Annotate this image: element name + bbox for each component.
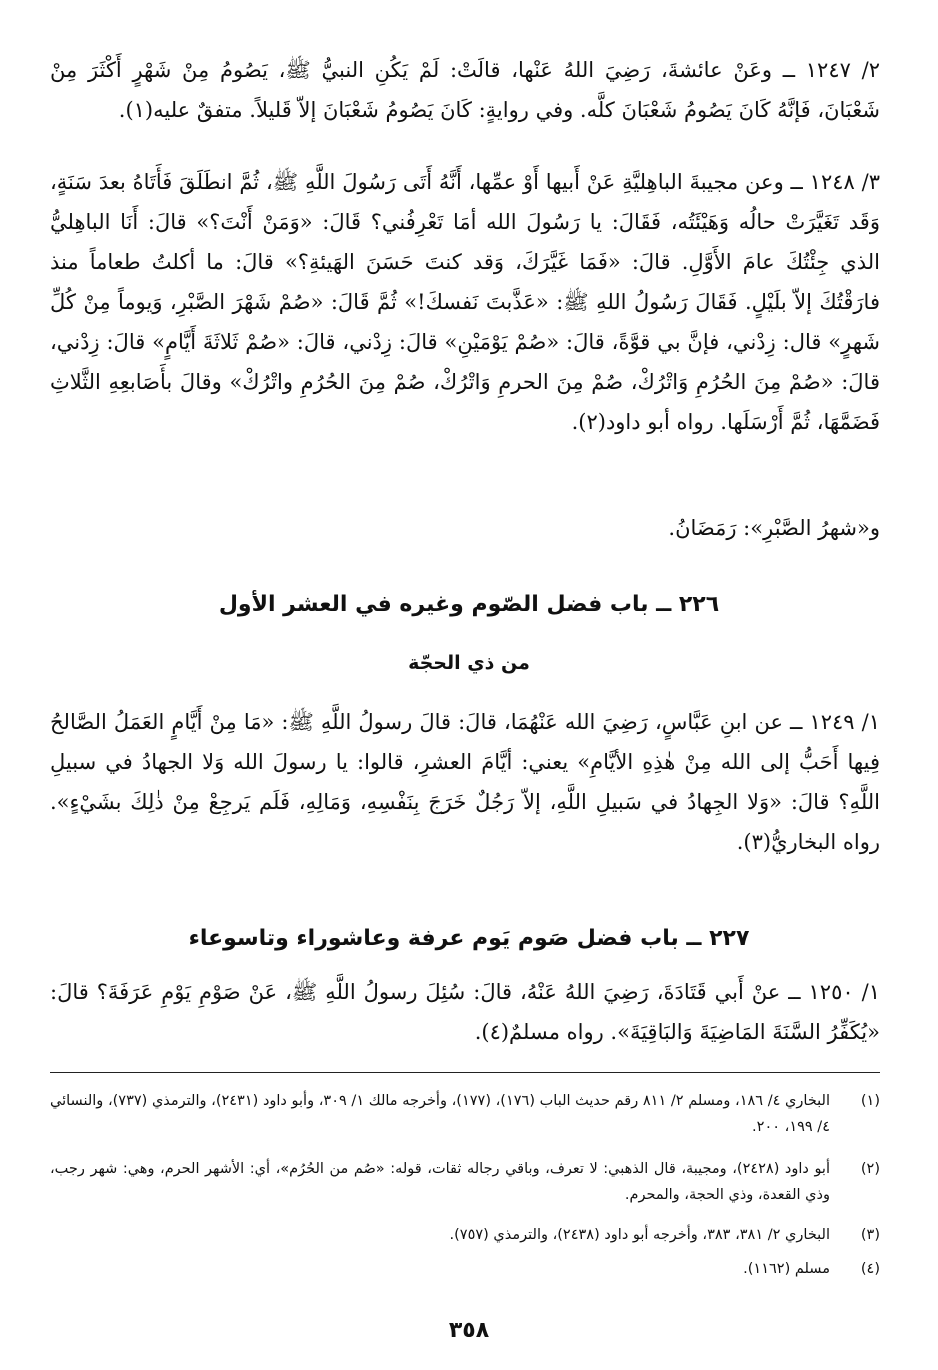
chapter-226-subheading: من ذي الحجّة — [408, 652, 530, 674]
footnote-1 — [50, 1088, 880, 1140]
hadith-1248-note: و«شهرُ الصَّبْرِ»: رَمَضَانُ. — [668, 516, 880, 540]
chapter-227-heading: ٢٢٧ ــ باب فضل صَوم يَوم عرفة وعاشوراء وتاسوعاء — [188, 926, 750, 951]
footnote-number: (٢) — [860, 1161, 880, 1177]
footnote-number: (٣) — [860, 1227, 880, 1243]
footnote-4 — [50, 1256, 880, 1282]
page-number: ٣٥٨ — [448, 1318, 490, 1343]
hadith-1247: ٢/ ١٢٤٧ ــ وعَنْ عائشةَ، رَضِيَ اللهُ عَنْها، قالَتْ: لَمْ يَكُنِ النبيُّ ﷺ، يَصُومُ مِنْ شَهْرٍ أَكْثَرَ مِنْ شَعْبَانَ، فَإنَّهُ كَانَ يَصُومُ شَعْبَانَ كلَّه. وفي روايةٍ: كَانَ يَصُومُ شَعْبَانَ إلاّ قَليلاً. متفقٌ عليه(١). — [50, 58, 880, 122]
hadith-1248: ٣/ ١٢٤٨ ــ وعن مجيبةَ الباهِليَّةِ عَنْ أَبيها أَوْ عمِّها، أَنَّهُ أَتَى رَسُولَ اللَّهِ ﷺ، ثُمَّ انطَلَقَ فَأَتَاهُ بعدَ سَنَةٍ، وَقَد تَغَيَّرَتْ حالُه وَهَيْئَتُه، فَقَالَ: يا رَسُولَ الله أمَا تَعْرِفُني؟ قَالَ: «وَمَنْ أَنْتَ؟» قالَ: أَنَا الباهِليُّ الذي جِئْتُكَ عامَ الأَوَّلِ. قالَ: «فَمَا غَيَّرَكَ، وَقد كنتَ حَسَنَ الهَيئةِ؟» قالَ: ما أكلتُ طعاماً منذ فارَقْتُكَ إلاّ بلَيْلٍ. فَقَالَ رَسُولُ اللهِ ﷺ: «عَذَّبتَ نَفسكَ!» ثُمَّ قَالَ: «صُمْ شَهْرَ الصَّبْرِ، وَيوماً مِنْ كُلِّ شَهرٍ» قال: زِدْني، فإنَّ بي قوَّةً، قالَ: «صُمْ يَوْمَيْنِ» قالَ: زِدْني، قالَ: «صُمْ ثَلاثَةَ أَيَّامٍ» قالَ: زِدْني، قالَ: «صُمْ مِنَ الحُرُمِ وَاتْرُكْ، صُمْ مِنَ الحرمِ وَاتْرُكْ، صُمْ مِنَ الحُرُمِ واتْرُكْ» وقالَ بأَصَابعِهِ الثَّلاثِ فَضَمَّهَا، ثُمَّ أَرْسَلَها. رواه أبو داود(٢). — [50, 170, 880, 434]
footnote-3 — [50, 1222, 880, 1248]
footnote-text: البخاري ٤/ ١٨٦، ومسلم ٢/ ٨١١ رقم حديث الباب (١٧٦)، (١٧٧)، وأخرجه مالك ١/ ٣٠٩، وأبو داود (٢٤٣١)، والترمذي (٧٣٧)، والنسائي ٤/ ١٩٩، ٢٠٠. — [50, 1093, 830, 1135]
footnote-number: (١) — [860, 1093, 880, 1109]
footnote-text: أبو داود (٢٤٢٨)، ومجيبة، قال الذهبي: لا تعرف، وباقي رجاله ثقات، قوله: «صُم من الحُرُم»، أي: الأشهر الحرم، وهي: شهر رجب، وذي القعدة، وذي الحجة، والمحرم. — [50, 1161, 830, 1203]
footnote-text: مسلم (١١٦٢). — [743, 1261, 830, 1277]
footnote-number: (٤) — [860, 1261, 880, 1277]
chapter-226-heading: ٢٢٦ ــ باب فضل الصّوم وغيره في العشر الأول — [218, 592, 720, 617]
footnote-divider — [50, 1072, 880, 1073]
hadith-1249: ١/ ١٢٤٩ ــ عن ابنِ عَبَّاسٍ، رَضِيَ الله عَنْهُمَا، قالَ: قالَ رسولُ اللَّهِ ﷺ: «مَا مِنْ أَيَّامٍ العَمَلُ الصَّالحُ فِيها أَحَبُّ إلى الله مِنْ هٰذِهِ الأيَّامِ» يعني: أيَّامَ العشرِ، قالوا: يا رسولَ الله وَلا الجهادُ في سبيلِ اللَّهِ؟ قالَ: «وَلا الجِهادُ في سَبيلِ اللَّهِ، إلاّ رَجُلٌ خَرَجَ بِنَفْسِهِ، وَمَالِهِ، فَلَم يَرجِعْ مِنْ ذٰلِكَ بشَيْءٍ». رواه البخاريُّ(٣). — [50, 710, 880, 854]
footnote-text: البخاري ٢/ ٣٨١، ٣٨٣، وأخرجه أبو داود (٢٤٣٨)، والترمذي (٧٥٧). — [449, 1227, 830, 1243]
footnote-2 — [50, 1156, 880, 1208]
hadith-1250: ١/ ١٢٥٠ ــ عنْ أَبي قَتَادَةَ، رَضِيَ اللهُ عَنْهُ، قالَ: سُئِلَ رسولُ اللَّهِ ﷺ، عَنْ صَوْمِ يَوْمِ عَرَفَةَ؟ قالَ: «يُكَفِّرُ السَّنَةَ المَاضِيَةَ وَالبَاقِيَةَ». رواه مسلمٌ(٤). — [50, 980, 880, 1044]
